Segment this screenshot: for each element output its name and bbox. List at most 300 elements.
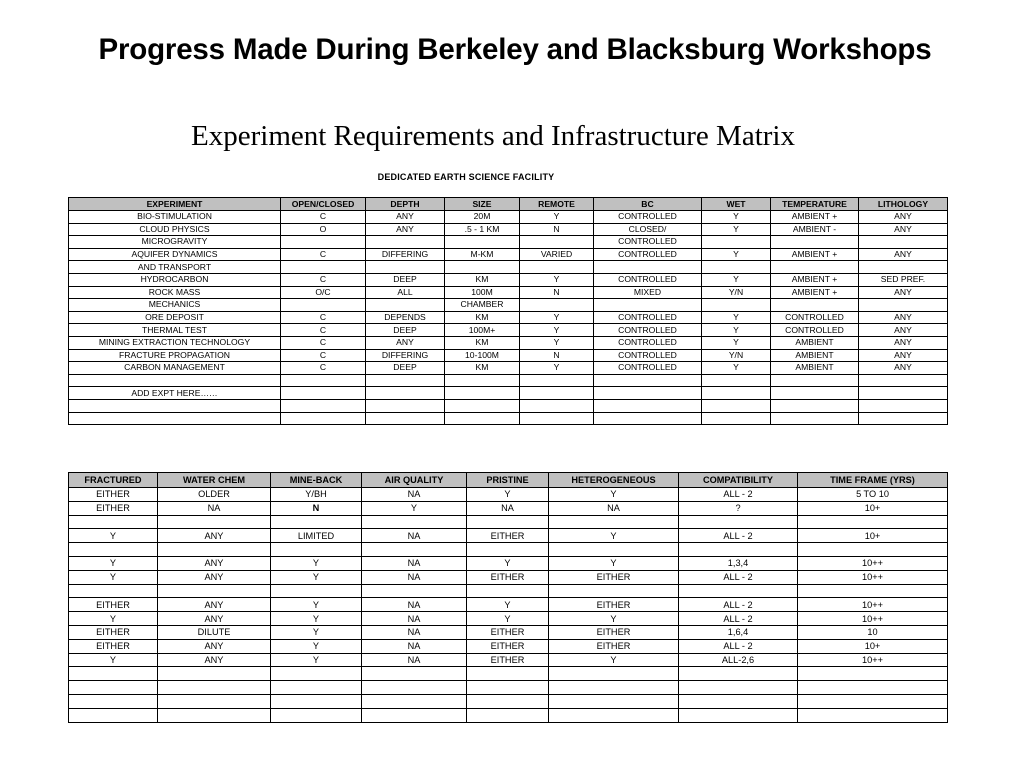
table-cell-heterogeneous	[549, 694, 679, 708]
table-cell-experiment: BIO-STIMULATION	[69, 211, 281, 224]
table-header-row	[69, 198, 948, 211]
table-cell-time-frame-yrs: 10++	[798, 653, 948, 667]
table-cell-pristine: NA	[467, 501, 549, 515]
table-cell-fractured	[69, 681, 158, 695]
table-cell-pristine: Y	[467, 598, 549, 612]
table-cell-wet	[702, 387, 771, 400]
table-cell-bc: MIXED	[594, 286, 702, 299]
table-row	[69, 248, 948, 261]
table-cell-depth: DEEP	[366, 324, 445, 337]
table-cell-heterogeneous: Y	[549, 488, 679, 502]
table-cell-bc: CONTROLLED	[594, 349, 702, 362]
table-cell-heterogeneous	[549, 584, 679, 598]
table-cell-size: .5 - 1 KM	[445, 223, 520, 236]
table-cell-water-chem: ANY	[158, 556, 271, 570]
table-cell-temperature	[771, 399, 859, 412]
table-cell-open-closed: O/C	[281, 286, 366, 299]
table-cell-mine-back: Y	[271, 598, 362, 612]
table-row	[69, 261, 948, 274]
table-row	[69, 556, 948, 570]
table-cell-wet	[702, 374, 771, 387]
table-row	[69, 336, 948, 349]
table-cell-temperature: AMBIENT +	[771, 211, 859, 224]
table-cell-time-frame-yrs: 10++	[798, 612, 948, 626]
table-cell-bc	[594, 299, 702, 312]
table-cell-temperature	[771, 299, 859, 312]
table-cell-bc: CLOSED/	[594, 223, 702, 236]
table-cell-temperature: AMBIENT +	[771, 286, 859, 299]
table-cell-compatibility: ALL - 2	[679, 570, 798, 584]
table-cell-temperature	[771, 387, 859, 400]
table-cell-water-chem	[158, 667, 271, 681]
table-cell-fractured: Y	[69, 570, 158, 584]
table-cell-mine-back	[271, 543, 362, 557]
table-cell-mine-back: Y	[271, 639, 362, 653]
table-cell-heterogeneous	[549, 681, 679, 695]
table-cell-wet: Y/N	[702, 349, 771, 362]
table-cell-open-closed	[281, 299, 366, 312]
table-cell-time-frame-yrs: 10++	[798, 570, 948, 584]
column-header-lithology: LITHOLOGY	[859, 198, 948, 211]
table-cell-bc: CONTROLLED	[594, 362, 702, 375]
table-row	[69, 598, 948, 612]
table-cell-heterogeneous: Y	[549, 529, 679, 543]
table-cell-air-quality	[362, 694, 467, 708]
table-cell-mine-back: LIMITED	[271, 529, 362, 543]
table-cell-experiment: ORE DEPOSIT	[69, 311, 281, 324]
table-cell-pristine: EITHER	[467, 625, 549, 639]
table-cell-fractured: EITHER	[69, 501, 158, 515]
table-cell-air-quality	[362, 667, 467, 681]
table-cell-lithology	[859, 412, 948, 425]
table-cell-bc	[594, 387, 702, 400]
table-cell-compatibility	[679, 681, 798, 695]
table-cell-fractured: EITHER	[69, 625, 158, 639]
table-cell-air-quality	[362, 681, 467, 695]
table-cell-water-chem: ANY	[158, 529, 271, 543]
table-cell-bc: CONTROLLED	[594, 324, 702, 337]
table-cell-air-quality: NA	[362, 570, 467, 584]
table-cell-water-chem: NA	[158, 501, 271, 515]
table-cell-experiment: AQUIFER DYNAMICS	[69, 248, 281, 261]
table-cell-experiment: MECHANICS	[69, 299, 281, 312]
table-cell-time-frame-yrs: 10++	[798, 598, 948, 612]
table-cell-lithology: ANY	[859, 349, 948, 362]
table-cell-lithology	[859, 236, 948, 249]
table-row	[69, 286, 948, 299]
table-cell-bc	[594, 399, 702, 412]
table-cell-open-closed: C	[281, 273, 366, 286]
table-cell-fractured: Y	[69, 556, 158, 570]
table-cell-size	[445, 261, 520, 274]
table-cell-remote	[520, 387, 594, 400]
table-cell-compatibility: ALL - 2	[679, 598, 798, 612]
table-cell-air-quality	[362, 708, 467, 722]
table-cell-size	[445, 374, 520, 387]
table-cell-time-frame-yrs	[798, 681, 948, 695]
table-cell-lithology	[859, 374, 948, 387]
table-cell-heterogeneous: EITHER	[549, 639, 679, 653]
table-cell-remote	[520, 412, 594, 425]
table-cell-lithology	[859, 299, 948, 312]
table-cell-experiment	[69, 399, 281, 412]
table-cell-open-closed	[281, 412, 366, 425]
table-cell-time-frame-yrs	[798, 543, 948, 557]
table-cell-wet: Y	[702, 362, 771, 375]
table-cell-air-quality: NA	[362, 625, 467, 639]
table-cell-air-quality	[362, 584, 467, 598]
column-header-pristine: PRISTINE	[467, 473, 549, 488]
table-cell-depth	[366, 387, 445, 400]
table-cell-wet: Y	[702, 273, 771, 286]
table-cell-size: 100M+	[445, 324, 520, 337]
table-cell-compatibility: ALL - 2	[679, 529, 798, 543]
table-cell-lithology	[859, 399, 948, 412]
table-cell-open-closed: O	[281, 223, 366, 236]
table-cell-pristine: EITHER	[467, 653, 549, 667]
table-cell-depth: DEEP	[366, 362, 445, 375]
table-row	[69, 399, 948, 412]
table-cell-wet: Y/N	[702, 286, 771, 299]
table-row	[69, 311, 948, 324]
table-cell-depth: DIFFERING	[366, 349, 445, 362]
table-cell-depth	[366, 261, 445, 274]
table-cell-time-frame-yrs: 10+	[798, 639, 948, 653]
table-cell-water-chem: ANY	[158, 570, 271, 584]
table-cell-water-chem: ANY	[158, 639, 271, 653]
table-cell-size: 10-100M	[445, 349, 520, 362]
table-cell-lithology	[859, 261, 948, 274]
table-cell-fractured: Y	[69, 653, 158, 667]
table-cell-wet	[702, 412, 771, 425]
table-row	[69, 612, 948, 626]
table-cell-mine-back: Y	[271, 625, 362, 639]
table-cell-depth	[366, 399, 445, 412]
table-row	[69, 694, 948, 708]
column-header-mine-back: MINE-BACK	[271, 473, 362, 488]
slide-title: Progress Made During Berkeley and Blacksburg Workshops	[98, 33, 932, 66]
table-cell-open-closed: C	[281, 336, 366, 349]
table-cell-bc: CONTROLLED	[594, 311, 702, 324]
table-cell-depth: ALL	[366, 286, 445, 299]
table-cell-bc: CONTROLLED	[594, 211, 702, 224]
table-cell-air-quality: NA	[362, 598, 467, 612]
table-row	[69, 653, 948, 667]
table-cell-pristine	[467, 543, 549, 557]
table-cell-compatibility: ALL - 2	[679, 639, 798, 653]
table-cell-wet: Y	[702, 248, 771, 261]
table-cell-water-chem: ANY	[158, 653, 271, 667]
facility-label: DEDICATED EARTH SCIENCE FACILITY	[377, 172, 555, 182]
table-cell-air-quality: NA	[362, 556, 467, 570]
table-cell-water-chem: OLDER	[158, 488, 271, 502]
table-cell-temperature: AMBIENT +	[771, 273, 859, 286]
table-row	[69, 708, 948, 722]
table-cell-water-chem	[158, 681, 271, 695]
table-cell-wet: Y	[702, 336, 771, 349]
table-cell-pristine	[467, 584, 549, 598]
table-cell-water-chem	[158, 543, 271, 557]
table-cell-temperature: CONTROLLED	[771, 324, 859, 337]
column-header-size: SIZE	[445, 198, 520, 211]
table-cell-remote	[520, 261, 594, 274]
table-cell-depth	[366, 299, 445, 312]
table-cell-size	[445, 399, 520, 412]
table-cell-open-closed: C	[281, 248, 366, 261]
table-cell-depth: DEEP	[366, 273, 445, 286]
table-cell-time-frame-yrs: 10+	[798, 529, 948, 543]
table-header-row	[69, 473, 948, 488]
table-cell-fractured: Y	[69, 612, 158, 626]
table-cell-compatibility	[679, 543, 798, 557]
table-cell-wet: Y	[702, 223, 771, 236]
table-cell-compatibility: ALL-2,6	[679, 653, 798, 667]
table-cell-remote	[520, 236, 594, 249]
table-cell-fractured	[69, 708, 158, 722]
column-header-air-quality: AIR QUALITY	[362, 473, 467, 488]
table-cell-compatibility	[679, 515, 798, 529]
table-cell-open-closed: C	[281, 311, 366, 324]
table-cell-bc	[594, 374, 702, 387]
slide-subtitle: Experiment Requirements and Infrastructure Matrix	[191, 120, 795, 152]
table-cell-air-quality: NA	[362, 488, 467, 502]
table-cell-experiment: CLOUD PHYSICS	[69, 223, 281, 236]
table-cell-size: KM	[445, 273, 520, 286]
table-cell-size: KM	[445, 336, 520, 349]
table-cell-temperature: AMBIENT +	[771, 248, 859, 261]
table-cell-water-chem	[158, 694, 271, 708]
table-row	[69, 349, 948, 362]
table-cell-remote: VARIED	[520, 248, 594, 261]
table-cell-compatibility: ?	[679, 501, 798, 515]
table-cell-size: KM	[445, 311, 520, 324]
table-cell-pristine	[467, 708, 549, 722]
table-cell-bc: CONTROLLED	[594, 248, 702, 261]
table-cell-lithology: ANY	[859, 211, 948, 224]
table-cell-fractured: EITHER	[69, 598, 158, 612]
table-cell-temperature: AMBIENT	[771, 336, 859, 349]
table-cell-remote: N	[520, 349, 594, 362]
table-row	[69, 374, 948, 387]
table-cell-water-chem: ANY	[158, 598, 271, 612]
table-cell-lithology: SED PREF.	[859, 273, 948, 286]
table-cell-lithology	[859, 387, 948, 400]
table-cell-bc	[594, 261, 702, 274]
table-row	[69, 223, 948, 236]
table-cell-water-chem	[158, 584, 271, 598]
table-cell-pristine	[467, 681, 549, 695]
table-cell-heterogeneous: Y	[549, 653, 679, 667]
table-cell-temperature: AMBIENT	[771, 349, 859, 362]
table-cell-compatibility: 1,3,4	[679, 556, 798, 570]
table-cell-experiment: ADD EXPT HERE……	[69, 387, 281, 400]
table-cell-wet: Y	[702, 311, 771, 324]
table-cell-pristine: EITHER	[467, 570, 549, 584]
table-cell-water-chem: DILUTE	[158, 625, 271, 639]
table-row	[69, 362, 948, 375]
table-cell-size	[445, 412, 520, 425]
table-row	[69, 667, 948, 681]
column-header-remote: REMOTE	[520, 198, 594, 211]
table-cell-remote: Y	[520, 311, 594, 324]
table-cell-lithology: ANY	[859, 286, 948, 299]
table-cell-temperature: AMBIENT -	[771, 223, 859, 236]
table-cell-fractured	[69, 584, 158, 598]
infrastructure-criteria-table	[68, 472, 948, 723]
table-cell-temperature: AMBIENT	[771, 362, 859, 375]
table-row	[69, 681, 948, 695]
table-cell-fractured: Y	[69, 529, 158, 543]
table-cell-water-chem	[158, 708, 271, 722]
table-cell-heterogeneous: EITHER	[549, 570, 679, 584]
table-cell-fractured	[69, 543, 158, 557]
table-cell-lithology: ANY	[859, 248, 948, 261]
table-cell-heterogeneous	[549, 515, 679, 529]
table-cell-time-frame-yrs	[798, 584, 948, 598]
table-cell-open-closed	[281, 374, 366, 387]
table-row	[69, 299, 948, 312]
table-cell-open-closed: C	[281, 211, 366, 224]
table-cell-air-quality: Y	[362, 501, 467, 515]
table-cell-wet: Y	[702, 324, 771, 337]
table-cell-bc	[594, 412, 702, 425]
table-row	[69, 570, 948, 584]
table-row	[69, 324, 948, 337]
table-cell-pristine: EITHER	[467, 529, 549, 543]
table-cell-bc: CONTROLLED	[594, 236, 702, 249]
table-cell-compatibility: ALL - 2	[679, 612, 798, 626]
table-cell-wet	[702, 236, 771, 249]
table-cell-fractured	[69, 694, 158, 708]
table-cell-remote: Y	[520, 362, 594, 375]
table-cell-remote: N	[520, 223, 594, 236]
table-cell-open-closed: C	[281, 362, 366, 375]
table-cell-pristine: Y	[467, 488, 549, 502]
table-cell-size: 100M	[445, 286, 520, 299]
table-cell-fractured: EITHER	[69, 488, 158, 502]
table-cell-mine-back: Y	[271, 653, 362, 667]
table-cell-experiment: MICROGRAVITY	[69, 236, 281, 249]
column-header-open-closed: OPEN/CLOSED	[281, 198, 366, 211]
table-cell-bc: CONTROLLED	[594, 336, 702, 349]
table-cell-compatibility: 1,6,4	[679, 625, 798, 639]
table-cell-temperature	[771, 374, 859, 387]
table-cell-fractured	[69, 515, 158, 529]
table-row	[69, 639, 948, 653]
table-row	[69, 412, 948, 425]
table-cell-air-quality: NA	[362, 653, 467, 667]
table-cell-mine-back: N	[271, 501, 362, 515]
table-cell-wet	[702, 299, 771, 312]
table-cell-experiment: AND TRANSPORT	[69, 261, 281, 274]
experiment-requirements-table	[68, 197, 948, 425]
table-cell-remote: Y	[520, 273, 594, 286]
table-cell-time-frame-yrs: 5 TO 10	[798, 488, 948, 502]
table-cell-experiment: HYDROCARBON	[69, 273, 281, 286]
table-cell-lithology: ANY	[859, 324, 948, 337]
table-cell-size: KM	[445, 362, 520, 375]
table-cell-mine-back: Y/BH	[271, 488, 362, 502]
column-header-time-frame-yrs: TIME FRAME (YRS)	[798, 473, 948, 488]
column-header-fractured: FRACTURED	[69, 473, 158, 488]
table-cell-mine-back: Y	[271, 612, 362, 626]
table-cell-size	[445, 236, 520, 249]
column-header-experiment: EXPERIMENT	[69, 198, 281, 211]
column-header-water-chem: WATER CHEM	[158, 473, 271, 488]
column-header-compatibility: COMPATIBILITY	[679, 473, 798, 488]
table-cell-depth	[366, 412, 445, 425]
table-cell-air-quality: NA	[362, 639, 467, 653]
table-cell-lithology: ANY	[859, 362, 948, 375]
table-cell-pristine: Y	[467, 612, 549, 626]
column-header-wet: WET	[702, 198, 771, 211]
table-cell-temperature	[771, 261, 859, 274]
table-cell-depth: DEPENDS	[366, 311, 445, 324]
table-cell-time-frame-yrs: 10+	[798, 501, 948, 515]
table-cell-experiment	[69, 374, 281, 387]
table-cell-air-quality: NA	[362, 529, 467, 543]
table-cell-heterogeneous	[549, 667, 679, 681]
table-cell-experiment: ROCK MASS	[69, 286, 281, 299]
table-cell-depth: DIFFERING	[366, 248, 445, 261]
table-cell-wet	[702, 399, 771, 412]
table-cell-mine-back: Y	[271, 570, 362, 584]
table-cell-experiment: FRACTURE PROPAGATION	[69, 349, 281, 362]
table-row	[69, 543, 948, 557]
table-cell-depth: ANY	[366, 336, 445, 349]
table-cell-air-quality: NA	[362, 612, 467, 626]
table-cell-pristine: Y	[467, 556, 549, 570]
table-cell-temperature	[771, 236, 859, 249]
table-cell-mine-back: Y	[271, 556, 362, 570]
table-cell-depth	[366, 374, 445, 387]
table-cell-bc: CONTROLLED	[594, 273, 702, 286]
table-cell-time-frame-yrs	[798, 667, 948, 681]
table-cell-time-frame-yrs: 10	[798, 625, 948, 639]
table-cell-mine-back	[271, 708, 362, 722]
column-header-bc: BC	[594, 198, 702, 211]
table-row	[69, 211, 948, 224]
column-header-depth: DEPTH	[366, 198, 445, 211]
table-cell-remote: N	[520, 286, 594, 299]
table-cell-remote: Y	[520, 211, 594, 224]
table-cell-fractured: EITHER	[69, 639, 158, 653]
table-row	[69, 273, 948, 286]
table-cell-mine-back	[271, 681, 362, 695]
table-cell-mine-back	[271, 667, 362, 681]
table-cell-compatibility: ALL - 2	[679, 488, 798, 502]
table-cell-open-closed	[281, 387, 366, 400]
table-cell-size: 20M	[445, 211, 520, 224]
table-cell-heterogeneous: EITHER	[549, 598, 679, 612]
table-cell-heterogeneous: Y	[549, 556, 679, 570]
table-row	[69, 488, 948, 502]
table-cell-mine-back	[271, 584, 362, 598]
table-cell-open-closed: C	[281, 324, 366, 337]
table-cell-pristine	[467, 694, 549, 708]
table-cell-air-quality	[362, 543, 467, 557]
column-header-heterogeneous: HETEROGENEOUS	[549, 473, 679, 488]
table-cell-open-closed	[281, 261, 366, 274]
column-header-temperature: TEMPERATURE	[771, 198, 859, 211]
table-cell-size: CHAMBER	[445, 299, 520, 312]
table-cell-heterogeneous: NA	[549, 501, 679, 515]
table-cell-wet: Y	[702, 211, 771, 224]
table-cell-experiment	[69, 412, 281, 425]
table-cell-pristine	[467, 667, 549, 681]
table-cell-remote	[520, 299, 594, 312]
table-cell-open-closed	[281, 399, 366, 412]
